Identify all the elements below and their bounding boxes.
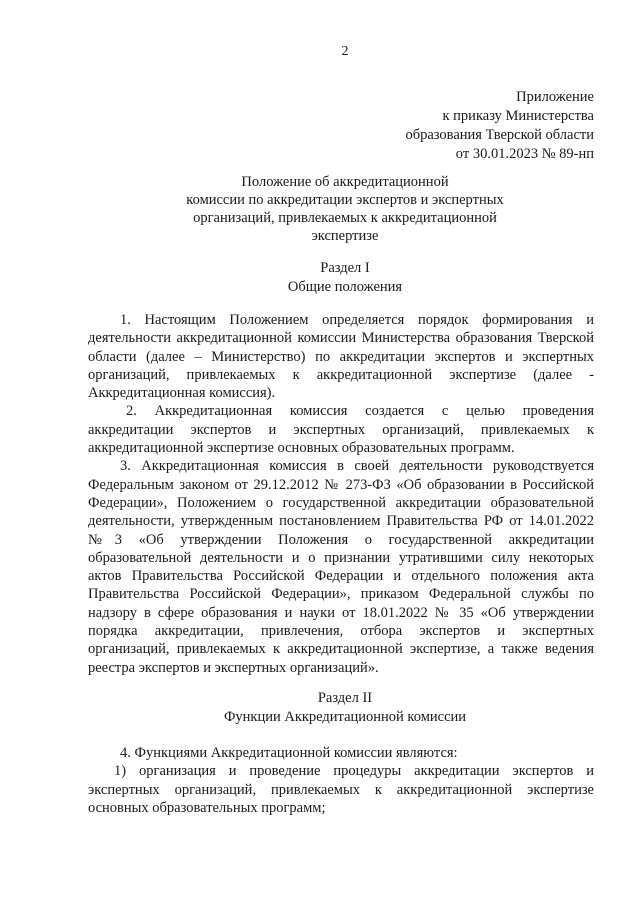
title-line-2: комиссии по аккредитации экспертов и экспертных (186, 192, 504, 208)
appendix-line-4: от 30.01.2023 № 89-нп (455, 146, 594, 162)
title-line-1: Положение об аккредитационной (241, 174, 449, 190)
paragraph-2: 2. Аккредитационная комиссия создается с целью проведения аккредитации экспертов и экспертных организаций, привлекаемых к аккредитационной экспертизе основных образовательных программ. (88, 403, 594, 457)
paragraph-1: 1. Настоящим Положением определяется порядок формирования и деятельности аккредитационной комиссии Министерства образования Тверской области (далее – Министерство) по аккредитации экспертов и экспертных организаций, привлекаемых к аккредитационной экспертизе (далее - Аккредитационная комиссия). (88, 312, 594, 402)
paragraph-3: 3. Аккредитационная комиссия в своей деятельности руководствуется Федеральным законом от 29.12.2012 № 273-ФЗ «Об образовании в Российской Федерации», Положением о государственной аккредитации образовательной деятельности, утвержденным постановлением Правительства РФ от 14.01.2022 №3 «Об утверждении Положения о государственной аккредитации образовательной деятельности и о признании утратившими силу некоторых актов Правительства Российской Федерации и отдельного положения акта Правительства Российской Федерации», приказом Федеральной службы по надзору в сфере образования и науки от 18.01.2022 № 35 «Об утверждении порядка аккредитации, привлечения, отбора экспертов и экспертных организаций, привлекаемых к аккредитационной экспертизе, а также ведения реестра экспертов и экспертных организаций». (88, 458, 594, 676)
appendix-line-3: образования Тверской области (405, 127, 594, 143)
section-2-header (0, 689, 640, 727)
section-2-heading: Раздел II (317, 690, 373, 706)
paragraph-5: 1) организация и проведение процедуры аккредитации экспертов и экспертных организаций, привлекаемых к аккредитационной экспертизе основных образовательных программ; (88, 763, 594, 816)
page-number: 2 (341, 44, 349, 59)
section-1-heading: Раздел I (320, 260, 370, 276)
section-1-body (88, 311, 594, 677)
title-line-3: организаций, привлекаемых к аккредитационной (193, 210, 497, 226)
title-line-4: экспертизе (311, 228, 379, 244)
appendix-line-2: к приказу Министерства (442, 108, 594, 124)
section-2-body (88, 744, 594, 817)
section-1-header (0, 259, 640, 297)
section-1-subheading: Общие положения (287, 279, 403, 295)
appendix-block (405, 88, 594, 164)
appendix-line-1: Приложение (516, 89, 594, 105)
section-2-subheading: Функции Аккредитационной комиссии (223, 709, 467, 725)
paragraph-4: 4. Функциями Аккредитационной комиссии являются: (120, 745, 458, 761)
document-title (0, 173, 640, 245)
